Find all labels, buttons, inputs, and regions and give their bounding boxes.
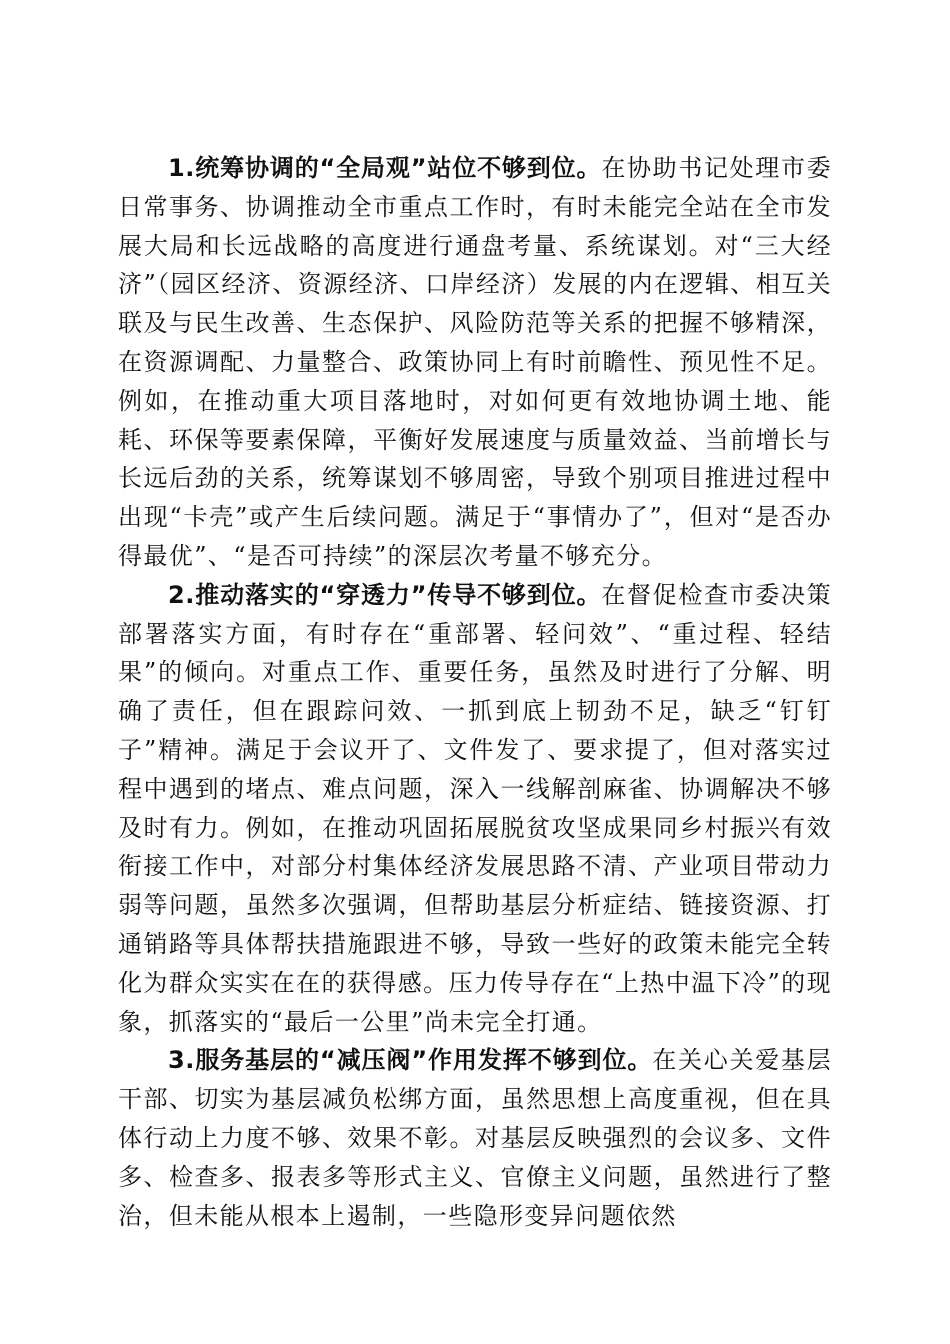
paragraph-3-heading: 3.服务基层的“减压阀”作用发挥不够到位。 xyxy=(168,1046,653,1075)
paragraph-1-heading: 1.统筹协调的“全局观”站位不够到位。 xyxy=(168,154,602,182)
paragraph-3 xyxy=(118,1041,832,1235)
paragraph-1 xyxy=(118,149,832,576)
paragraph-3-body: 在关心关爱基层干部、切实为基层减负松绑方面，虽然思想上高度重视，但在具体行动上力度不够、效果不彰。对基层反映强烈的会议多、文件多、检查多、报表多等形式主义、官僚主义问题，虽然进行了整治，但未能从根本上遏制，一些隐形变异问题依然 xyxy=(118,1046,832,1230)
document-page xyxy=(118,149,832,1235)
paragraph-2 xyxy=(118,576,832,1042)
paragraph-2-body: 在督促检查市委决策部署落实方面，有时存在“重部署、轻问效”、“重过程、轻结果”的倾向。对重点工作、重要任务，虽然及时进行了分解、明确了责任，但在跟踪问效、一抓到底上韧劲不足，缺乏“钉钉子”精神。满足于会议开了、文件发了、要求提了，但对落实过程中遇到的堵点、难点问题，深入一线解剖麻雀、协调解决不够及时有力。例如，在推动巩固拓展脱贫攻坚成果同乡村振兴有效衔接工作中，对部分村集体经济发展思路不清、产业项目带动力弱等问题，虽然多次强调，但帮助基层分析症结、链接资源、打通销路等具体帮扶措施跟进不够，导致一些好的政策未能完全转化为群众实实在在的获得感。压力传导存在“上热中温下冷”的现象，抓落实的“最后一公里”尚未完全打通。 xyxy=(118,580,832,1036)
paragraph-1-body: 在协助书记处理市委日常事务、协调推动全市重点工作时，有时未能完全站在全市发展大局和长远战略的高度进行通盘考量、系统谋划。对“三大经济”（园区经济、资源经济、口岸经济）发展的内在逻辑、相互关联及与民生改善、生态保护、风险防范等关系的把握不够精深，在资源调配、力量整合、政策协同上有时前瞻性、预见性不足。例如，在推动重大项目落地时，对如何更有效地协调土地、能耗、环保等要素保障，平衡好发展速度与质量效益、当前增长与长远后劲的关系，统筹谋划不够周密，导致个别项目推进过程中出现“卡壳”或产生后续问题。满足于“事情办了”，但对“是否办得最优”、“是否可持续”的深层次考量不够充分。 xyxy=(118,154,832,570)
paragraph-2-heading: 2.推动落实的“穿透力”传导不够到位。 xyxy=(168,580,602,609)
